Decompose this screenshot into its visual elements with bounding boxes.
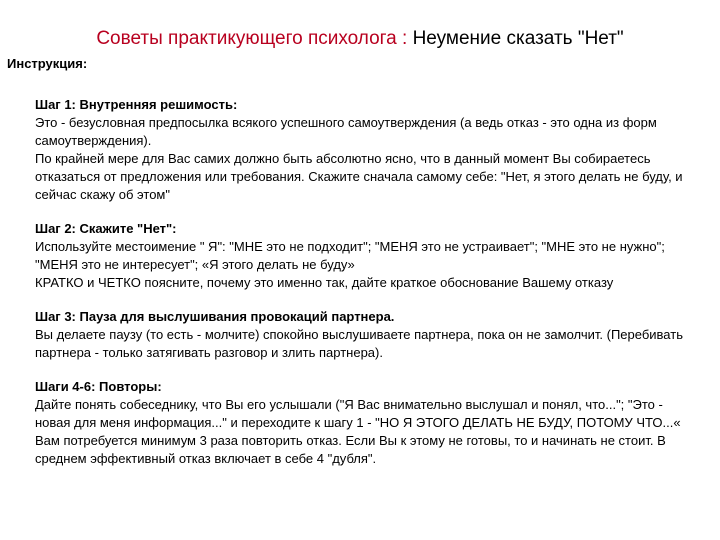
step-heading: Шаг 1: Внутренняя решимость:	[35, 97, 238, 112]
step-text: Это - безусловная предпосылка всякого успешного самоутверждения (а ведь отказ - это одна из форм самоутверждения).	[35, 115, 657, 148]
step-3	[35, 308, 700, 362]
step-text: Вы делаете паузу (то есть - молчите) спокойно выслушиваете партнера, пока он не замолчит. (Перебивать партнера - только затягивать разговор и злить партнера).	[35, 327, 683, 360]
step-text: Используйте местоимение " Я": "МНЕ это не подходит"; "МЕНЯ это не устраивает"; "МНЕ это не нужно"; "МЕНЯ это не интересует"; «Я этого делать не буду»	[35, 239, 665, 272]
step-text: КРАТКО и ЧЕТКО поясните, почему это именно так, дайте краткое обоснование Вашему отказу	[35, 275, 614, 290]
step-heading: Шаг 2: Скажите "Нет":	[35, 221, 177, 236]
step-text: По крайней мере для Вас самих должно быть абсолютно ясно, что в данный момент Вы собираетесь отказаться от предложения или требования. Скажите сначала самому себе: "Нет, я этого делать не буду, и сейчас скажу об этом"	[35, 151, 683, 202]
step-text: Вам потребуется минимум 3 раза повторить отказ. Если Вы к этому не готовы, то и начинать не стоит. В среднем эффективный отказ включает в себе 4 "дубля".	[35, 433, 666, 466]
step-2	[35, 220, 700, 292]
step-4-6	[35, 378, 700, 468]
instruction-label: Инструкция:	[7, 56, 88, 71]
title-topic: Неумение сказать "Нет"	[412, 28, 624, 49]
page-title	[0, 28, 720, 50]
step-heading: Шаг 3: Пауза для выслушивания провокаций партнера.	[35, 309, 395, 324]
steps-list	[35, 96, 700, 484]
step-text: Дайте понять собеседнику, что Вы его услышали ("Я Вас внимательно выслушал и понял, что..."; "Это - новая для меня информация..." и переходите к шагу 1 - "НО Я ЭТОГО ДЕЛАТЬ НЕ БУДУ, ПОТОМУ ЧТО...«	[35, 397, 681, 430]
step-1	[35, 96, 700, 204]
step-heading: Шаги 4-6: Повторы:	[35, 379, 162, 394]
title-prefix: Советы практикующего психолога :	[96, 28, 413, 49]
